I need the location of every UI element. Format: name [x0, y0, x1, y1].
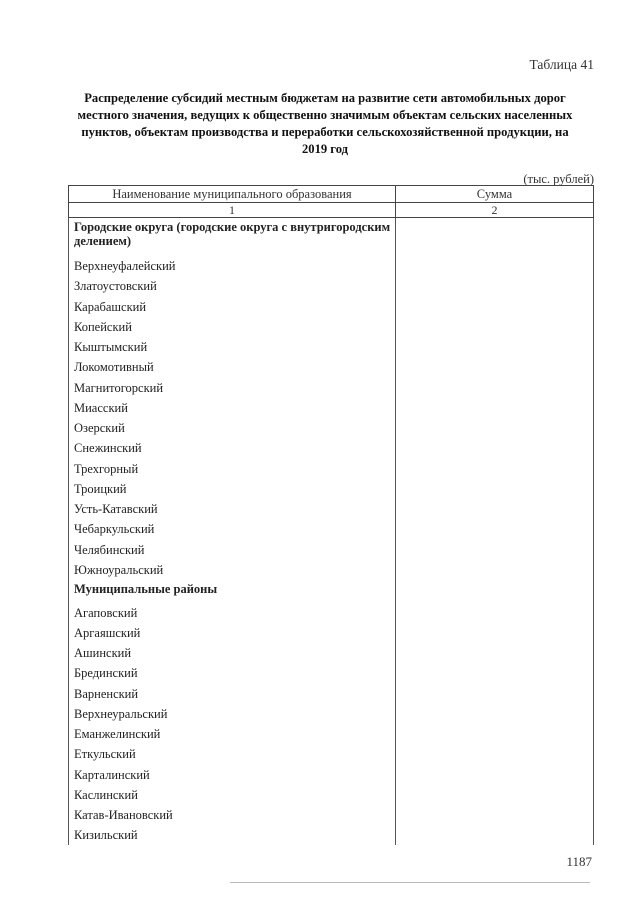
table-row	[69, 438, 594, 458]
municipality-name: Карабашский	[69, 297, 396, 317]
table-header	[69, 186, 594, 218]
municipality-name: Кыштымский	[69, 337, 396, 357]
municipality-name: Верхнеуфалейский	[69, 256, 396, 276]
table-label: Таблица 41	[529, 57, 594, 72]
table-row	[69, 276, 594, 296]
municipality-name: Варненский	[69, 684, 396, 704]
sum-cell	[396, 398, 594, 418]
sum-cell	[396, 337, 594, 357]
column-header-name: Наименование муниципального образования	[69, 186, 396, 203]
sum-cell	[396, 704, 594, 724]
municipality-name: Еткульский	[69, 744, 396, 764]
column-number-1: 1	[69, 203, 396, 218]
table-row	[69, 337, 594, 357]
municipality-name: Чебаркульский	[69, 519, 396, 539]
table-row	[69, 603, 594, 623]
sum-cell	[396, 276, 594, 296]
table-row	[69, 499, 594, 519]
sum-cell	[396, 540, 594, 560]
table-row	[69, 256, 594, 276]
municipality-name: Кизильский	[69, 825, 396, 845]
table-row	[69, 805, 594, 825]
municipality-name: Катав-Ивановский	[69, 805, 396, 825]
sum-cell	[396, 459, 594, 479]
sum-cell	[396, 218, 594, 257]
sum-cell	[396, 785, 594, 805]
table-row	[69, 540, 594, 560]
sum-cell	[396, 805, 594, 825]
table-row	[69, 479, 594, 499]
sum-cell	[396, 317, 594, 337]
table-row	[69, 643, 594, 663]
section-heading: Городские округа (городские округа с внутригородским делением)	[69, 218, 396, 257]
municipality-name: Усть-Катавский	[69, 499, 396, 519]
table-row	[69, 623, 594, 643]
table-row	[69, 663, 594, 683]
units-note: (тыс. рублей)	[523, 172, 594, 186]
sum-cell	[396, 663, 594, 683]
section-row	[69, 218, 594, 257]
column-number-2: 2	[396, 203, 594, 218]
municipality-name: Верхнеуральский	[69, 704, 396, 724]
municipality-name: Карталинский	[69, 765, 396, 785]
sum-cell	[396, 623, 594, 643]
table-row	[69, 418, 594, 438]
municipality-name: Снежинский	[69, 438, 396, 458]
sum-cell	[396, 256, 594, 276]
sum-cell	[396, 643, 594, 663]
sum-cell	[396, 744, 594, 764]
sum-cell	[396, 603, 594, 623]
sum-cell	[396, 724, 594, 744]
sum-cell	[396, 765, 594, 785]
table-row	[69, 724, 594, 744]
table-row	[69, 357, 594, 377]
municipality-name: Брединский	[69, 663, 396, 683]
municipality-name: Троицкий	[69, 479, 396, 499]
table-row	[69, 317, 594, 337]
sum-cell	[396, 519, 594, 539]
municipality-name: Челябинский	[69, 540, 396, 560]
municipality-name: Ашинский	[69, 643, 396, 663]
section-heading: Муниципальные районы	[69, 580, 396, 602]
document-title: Распределение субсидий местным бюджетам на развитие сети автомобильных дорог местного значения, ведущих к общественно значимым объектам сельских населенных пунктов, объектам производства и переработки сельскохозяйственной продукции, на 2019 год	[77, 91, 573, 156]
municipality-name: Еманжелинский	[69, 724, 396, 744]
municipality-name: Локомотивный	[69, 357, 396, 377]
sum-cell	[396, 297, 594, 317]
table-row	[69, 704, 594, 724]
sum-cell	[396, 357, 594, 377]
municipality-name: Южноуральский	[69, 560, 396, 580]
sum-cell	[396, 580, 594, 602]
municipality-name: Озерский	[69, 418, 396, 438]
sum-cell	[396, 418, 594, 438]
municipality-name: Миасский	[69, 398, 396, 418]
table-row	[69, 744, 594, 764]
table-row	[69, 825, 594, 845]
column-header-sum: Сумма	[396, 186, 594, 203]
sum-cell	[396, 438, 594, 458]
sum-cell	[396, 560, 594, 580]
footer-divider	[230, 882, 590, 883]
table-row	[69, 785, 594, 805]
table-row	[69, 765, 594, 785]
table-body	[69, 218, 594, 846]
municipality-name: Копейский	[69, 317, 396, 337]
municipality-name: Трехгорный	[69, 459, 396, 479]
section-row	[69, 580, 594, 602]
table-row	[69, 684, 594, 704]
table-row	[69, 398, 594, 418]
municipality-name: Магнитогорский	[69, 378, 396, 398]
page-number: 1187	[566, 854, 592, 869]
municipality-name: Каслинский	[69, 785, 396, 805]
subsidy-table	[68, 185, 594, 845]
table-row	[69, 459, 594, 479]
table-row	[69, 519, 594, 539]
sum-cell	[396, 479, 594, 499]
sum-cell	[396, 684, 594, 704]
table-row	[69, 378, 594, 398]
sum-cell	[396, 378, 594, 398]
table-row	[69, 560, 594, 580]
municipality-name: Аргаяшский	[69, 623, 396, 643]
sum-cell	[396, 499, 594, 519]
sum-cell	[396, 825, 594, 845]
municipality-name: Златоустовский	[69, 276, 396, 296]
municipality-name: Агаповский	[69, 603, 396, 623]
table-row	[69, 297, 594, 317]
